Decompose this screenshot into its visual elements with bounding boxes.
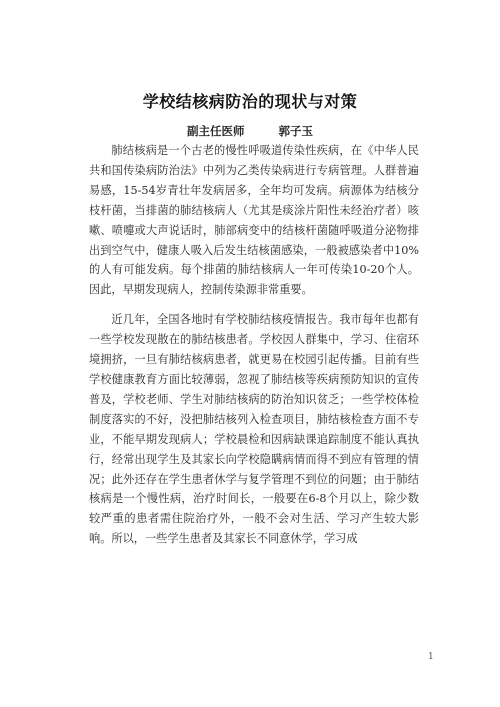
document-body [89,141,419,549]
document-title: 学校结核病防治的现状与对策 [142,92,358,111]
paragraph-2: 近几年，全国各地时有学校肺结核疫情报告。我市每年也都有一些学校发现散在的肺结核患者。学校因人群集中，学习、住宿环境拥挤，一旦有肺结核病患者，就更易在校园引起传播。目前有些学校健康教育方面比较薄弱，忽视了肺结核等疾病预防知识的宣传普及，学校老师、学生对肺结核病的防治知识贫乏；一些学校体检制度落实的不好，没把肺结核列入检查项目，肺结核检查方面不专业，不能早期发现病人；学校晨检和因病缺课追踪制度不能认真执行，经常出现学生及其家长向学校隐瞒病情而得不到应有管理的情况；此外还存在学生患者休学与复学管理不到位的问题；由于肺结核病是一个慢性病，治疗时间长，一般要在6-8个月以上，除少数较严重的患者需住院治疗外，一般不会对生活、学习产生较大影响。所以，一些学生患者及其家长不同意休学，学习成 [89,313,419,546]
page-number: 1 [428,652,434,662]
author-name: 郭子玉 [278,124,313,138]
author-line [0,123,500,139]
paragraph-1: 肺结核病是一个古老的慢性呼吸道传染性疾病，在《中华人民共和国传染病防治法》中列为乙类传染病进行专病管理。人群普遍易感，15-54岁青壮年发病居多，全年均可发病。病源体为结核分枝杆菌，当排菌的肺结核病人（尤其是痰涂片阳性未经治疗者）咳嗽、喷嚏或大声说话时，肺部病变中的结核杆菌随呼吸道分泌物排出到空气中，健康人吸入后发生结核菌感染，一般被感染者中10%的人有可能发病。每个排菌的肺结核病人一年可传染10-20个人。因此，早期发现病人，控制传染源非常重要。 [89,144,419,297]
author-role: 副主任医师 [187,124,245,138]
